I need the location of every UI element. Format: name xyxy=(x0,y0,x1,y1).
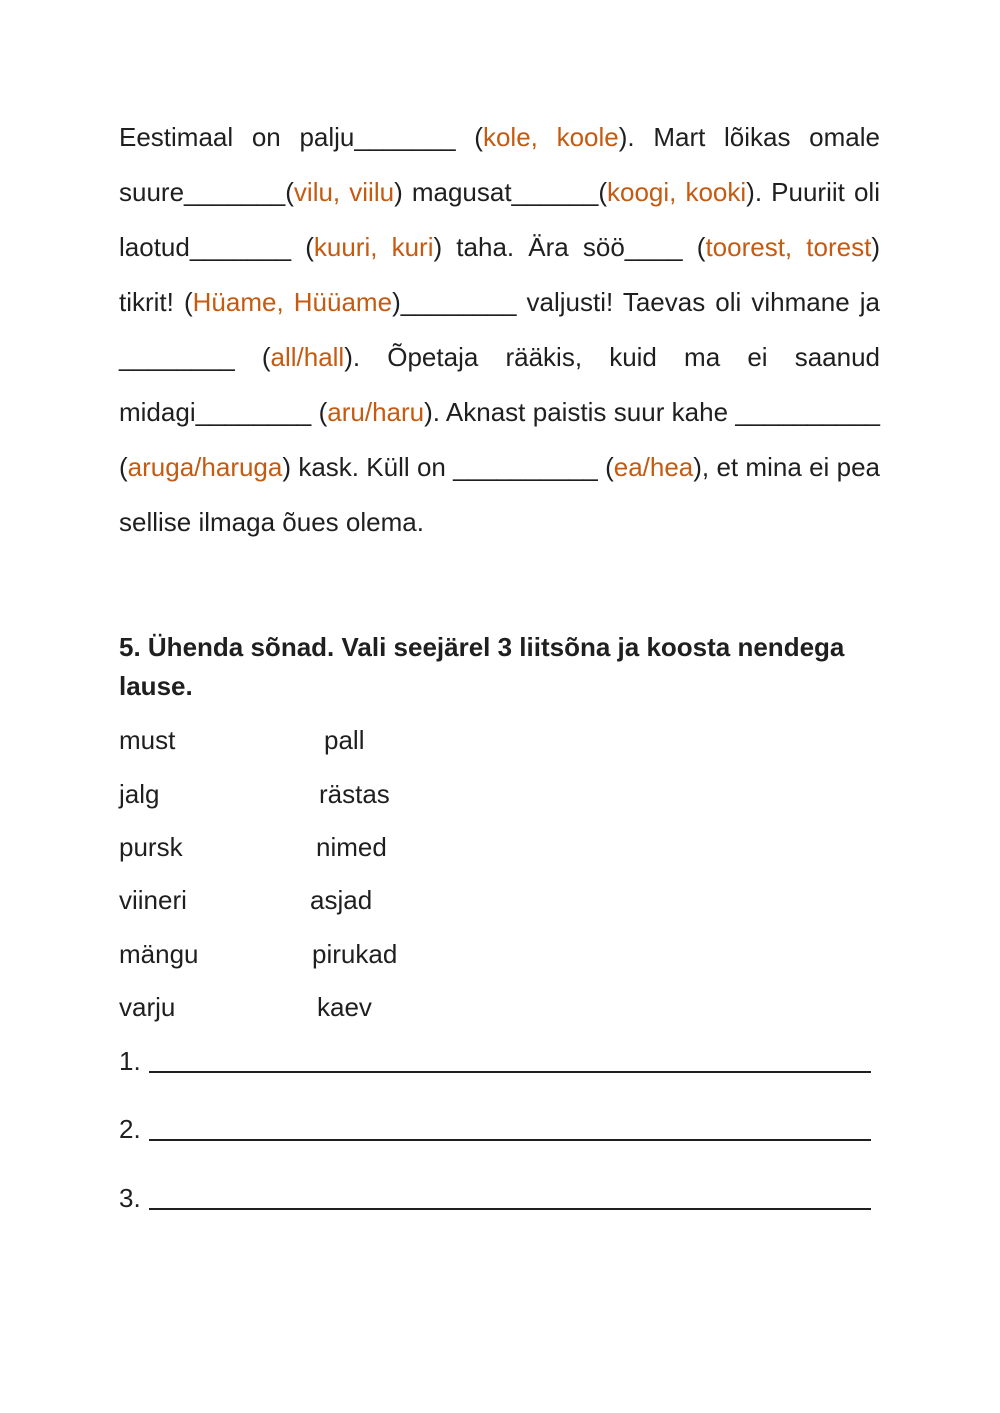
word-options: kuuri, kuri xyxy=(313,232,434,262)
left-word: jalg xyxy=(119,779,160,809)
text-segment: ). Aknast paistis suur kahe __________ ( xyxy=(119,397,881,482)
right-word: pall xyxy=(324,725,365,755)
answer-line xyxy=(119,1182,871,1213)
right-word: nimed xyxy=(316,832,387,862)
text-segment: ). Puuriit oli laotud_______ ( xyxy=(119,177,880,262)
right-word: asjad xyxy=(310,885,373,915)
answer-number: 1. xyxy=(119,1046,141,1076)
answer-blank[interactable] xyxy=(149,1045,871,1073)
text-segment: )________ valjusti! Taevas oli vihmane ja ________ ( xyxy=(119,287,881,372)
worksheet-page xyxy=(119,0,880,1413)
word-options: aruga/haruga xyxy=(127,452,283,482)
right-word: rästas xyxy=(319,779,390,809)
left-word: must xyxy=(119,725,176,755)
answer-number: 3. xyxy=(119,1183,141,1213)
word-options: toorest, torest xyxy=(705,232,872,262)
text-segment: ) tikrit! ( xyxy=(119,232,880,317)
right-word: pirukad xyxy=(312,939,398,969)
left-word: pursk xyxy=(119,832,183,862)
exercise-4-paragraph xyxy=(119,110,880,550)
answer-blank[interactable] xyxy=(149,1182,871,1210)
word-options: aru/haru xyxy=(327,397,425,427)
word-options: Hüame, Hüüame xyxy=(192,287,393,317)
right-word: kaev xyxy=(317,992,372,1022)
answer-number: 2. xyxy=(119,1114,141,1144)
answer-line xyxy=(119,1113,871,1144)
text-segment: ) taha. Ära söö____ ( xyxy=(433,232,706,262)
text-segment: ) kask. Küll on __________ ( xyxy=(282,452,614,482)
answer-line xyxy=(119,1045,871,1076)
word-options: kole, koole xyxy=(482,122,619,152)
exercise-5-heading: 5. Ühenda sõnad. Vali seejärel 3 liitsõna ja koosta nendega lause. xyxy=(119,632,845,701)
text-segment: ). Õpetaja rääkis, kuid ma ei saanud midagi________ ( xyxy=(119,342,881,427)
text-segment: ), et mina ei pea sellise ilmaga õues olema. xyxy=(119,452,880,537)
word-options: koogi, kooki xyxy=(606,177,747,207)
left-word: mängu xyxy=(119,939,199,969)
answer-blank[interactable] xyxy=(149,1113,871,1141)
text-segment: ) magusat______( xyxy=(394,177,607,207)
word-options: vilu, viilu xyxy=(293,177,395,207)
word-options: all/hall xyxy=(270,342,345,372)
word-options: ea/hea xyxy=(613,452,694,482)
left-word: varju xyxy=(119,992,176,1022)
left-word: viineri xyxy=(119,885,187,915)
text-segment: Eestimaal on palju_______ ( xyxy=(119,122,483,152)
text-segment: ). Mart lõikas omale suure_______( xyxy=(119,122,880,207)
